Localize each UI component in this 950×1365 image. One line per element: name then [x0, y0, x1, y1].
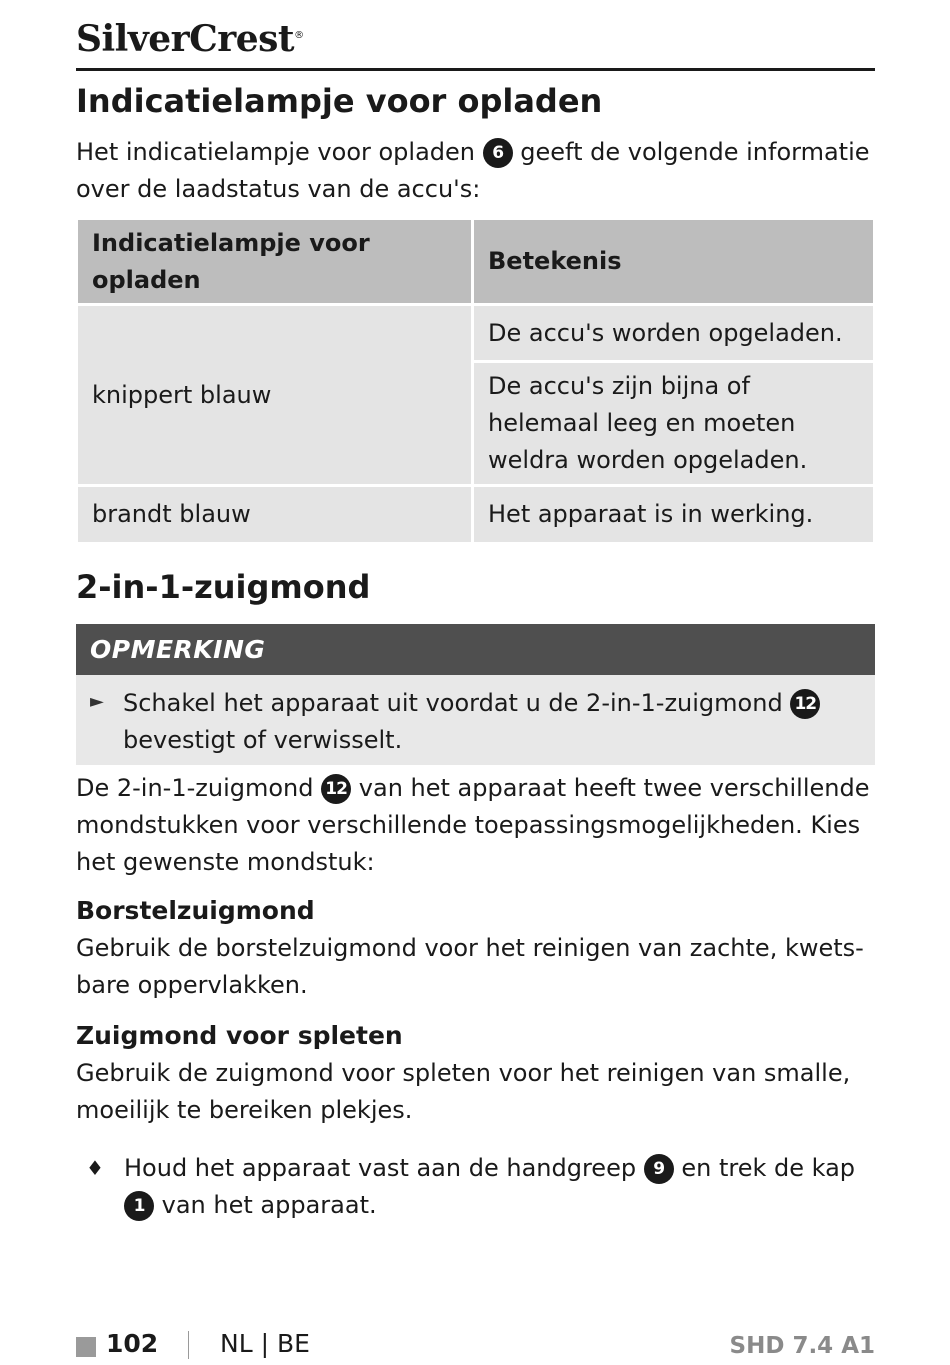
crevice-paragraph: Gebruik de zuigmond voor spleten voor het reinigen van smalle, moeilijk te bereiken plekjes. — [76, 1059, 851, 1124]
brand-name: SilverCrest — [76, 18, 295, 60]
step-text-3: van het apparaat. — [161, 1191, 377, 1219]
ref-number-badge: 1 — [124, 1191, 154, 1221]
note-heading: OPMERKING — [76, 624, 875, 675]
section-title-charging-indicator: Indicatielampje voor opladen — [76, 82, 603, 120]
table-header-meaning: Betekenis — [474, 220, 873, 303]
table-cell-meaning: Het apparaat is in werking. — [474, 487, 873, 542]
ref-number-badge: 9 — [644, 1154, 674, 1184]
note-text-1: Schakel het apparaat uit voordat u de 2-in-1-zuigmond — [123, 689, 783, 717]
subheading-brush: Borstelzuigmond — [76, 896, 315, 925]
note-text-2: bevestigt of verwisselt. — [123, 726, 403, 754]
intro-text-2: geeft de volgende informatie over de laadstatus van de accu's: — [76, 138, 870, 203]
table-cell-meaning: De accu's worden opgeladen. — [474, 306, 873, 360]
page-number: 102 — [106, 1329, 159, 1358]
note-text — [123, 685, 863, 759]
brand-logo — [76, 18, 304, 60]
nozzle-text-2: van het apparaat heeft twee verschillende mondstukken voor verschillende toepassingsmogelijkheden. Kies het gewenste mondstuk: — [76, 774, 870, 876]
ref-number-badge: 12 — [321, 774, 351, 804]
subheading-crevice: Zuigmond voor spleten — [76, 1021, 403, 1050]
table-cell-state: knippert blauw — [78, 306, 471, 484]
header-rule — [76, 68, 875, 71]
brush-paragraph: Gebruik de borstelzuigmond voor het reinigen van zachte, kwetsbare oppervlakken. — [76, 934, 864, 999]
step-text — [124, 1150, 884, 1224]
step-text-1: Houd het apparaat vast aan de handgreep — [124, 1154, 637, 1182]
table-cell-state: brandt blauw — [78, 487, 471, 542]
model-number: SHD 7.4 A1 — [729, 1333, 875, 1359]
page-footer — [76, 1325, 875, 1365]
language-codes: NL | BE — [220, 1329, 310, 1358]
registered-mark: ® — [294, 30, 304, 41]
note-box — [76, 675, 875, 765]
table-header-indicator: Indicatielampje voor opladen — [78, 220, 471, 303]
table-cell-meaning: De accu's zijn bijna of helemaal leeg en moeten weldra worden opgeladen. — [474, 363, 873, 484]
ref-number-badge: 12 — [790, 689, 820, 719]
section-title-nozzle: 2-in-1-zuigmond — [76, 568, 371, 606]
nozzle-paragraph — [76, 770, 876, 881]
step-text-2: en trek de kap — [681, 1154, 856, 1182]
nozzle-text-1: De 2-in-1-zuigmond — [76, 774, 314, 802]
footer-divider — [188, 1331, 189, 1359]
ref-number-badge: 6 — [483, 138, 513, 168]
footer-square-icon — [76, 1337, 96, 1357]
charging-intro-paragraph — [76, 134, 876, 208]
status-table — [76, 218, 875, 544]
diamond-bullet-icon: ♦ — [86, 1156, 104, 1180]
pointer-triangle-icon: ► — [90, 691, 104, 712]
intro-text-1: Het indicatielampje voor opladen — [76, 138, 475, 166]
